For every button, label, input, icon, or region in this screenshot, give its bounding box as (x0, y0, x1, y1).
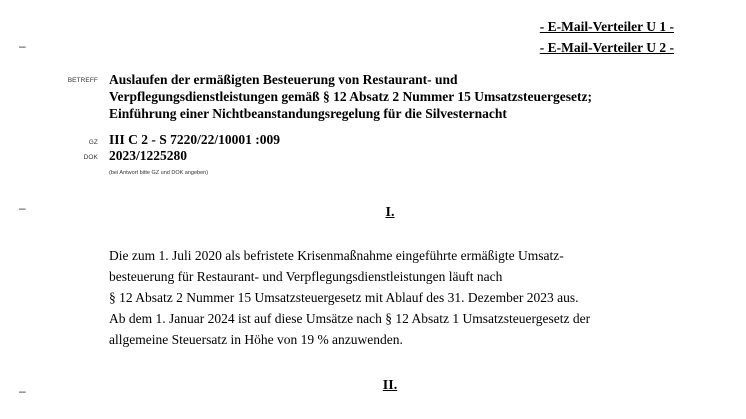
subject-line: Einführung einer Nichtbeanstandungsregelung für die Silvesternacht (109, 106, 507, 121)
subject-line: Auslaufen der ermäßigten Besteuerung von Restaurant- und (109, 72, 458, 87)
section-heading-i: I. (385, 205, 395, 220)
gz-label: GZ (88, 139, 98, 146)
paragraph-line: Die zum 1. Juli 2020 als befristete Krisenmaßnahme eingeführte ermäßigte Umsatz- (109, 248, 564, 263)
subject-line: Verpflegungsdienstleistungen gemäß § 12 Absatz 2 Nummer 15 Umsatzsteuergesetz; (109, 89, 592, 104)
fold-mark-top: – (19, 39, 26, 53)
dok-value: 2023/1225280 (109, 148, 188, 163)
paragraph-line: Ab dem 1. Januar 2024 ist auf diese Umsätze nach § 12 Absatz 1 Umsatzsteuergesetz der (109, 311, 591, 326)
gz-value: III C 2 - S 7220/22/10001 :009 (109, 132, 281, 147)
distribution-list-u1: - E-Mail-Verteiler U 1 - (539, 19, 674, 34)
section-heading-ii: II. (382, 378, 398, 393)
paragraph-line: besteuerung für Restaurant- und Verpflegungsdienstleistungen läuft nach (109, 269, 503, 284)
section-i-paragraph (109, 245, 719, 350)
distribution-list-u2: - E-Mail-Verteiler U 2 - (539, 40, 674, 55)
fold-mark-middle: – (19, 201, 26, 215)
paragraph-line: allgemeine Steuersatz in Höhe von 19 % anzuwenden. (109, 332, 403, 347)
subject-block (109, 71, 699, 122)
betreff-label: BETREFF (67, 77, 98, 84)
dok-label: DOK (83, 154, 98, 161)
punch-mark-bottom: – (19, 384, 26, 398)
paragraph-line: § 12 Absatz 2 Nummer 15 Umsatzsteuergesetz mit Ablauf des 31. Dezember 2023 aus. (109, 290, 579, 305)
reply-hint: (bei Antwort bitte GZ und DOK angeben) (109, 170, 209, 176)
